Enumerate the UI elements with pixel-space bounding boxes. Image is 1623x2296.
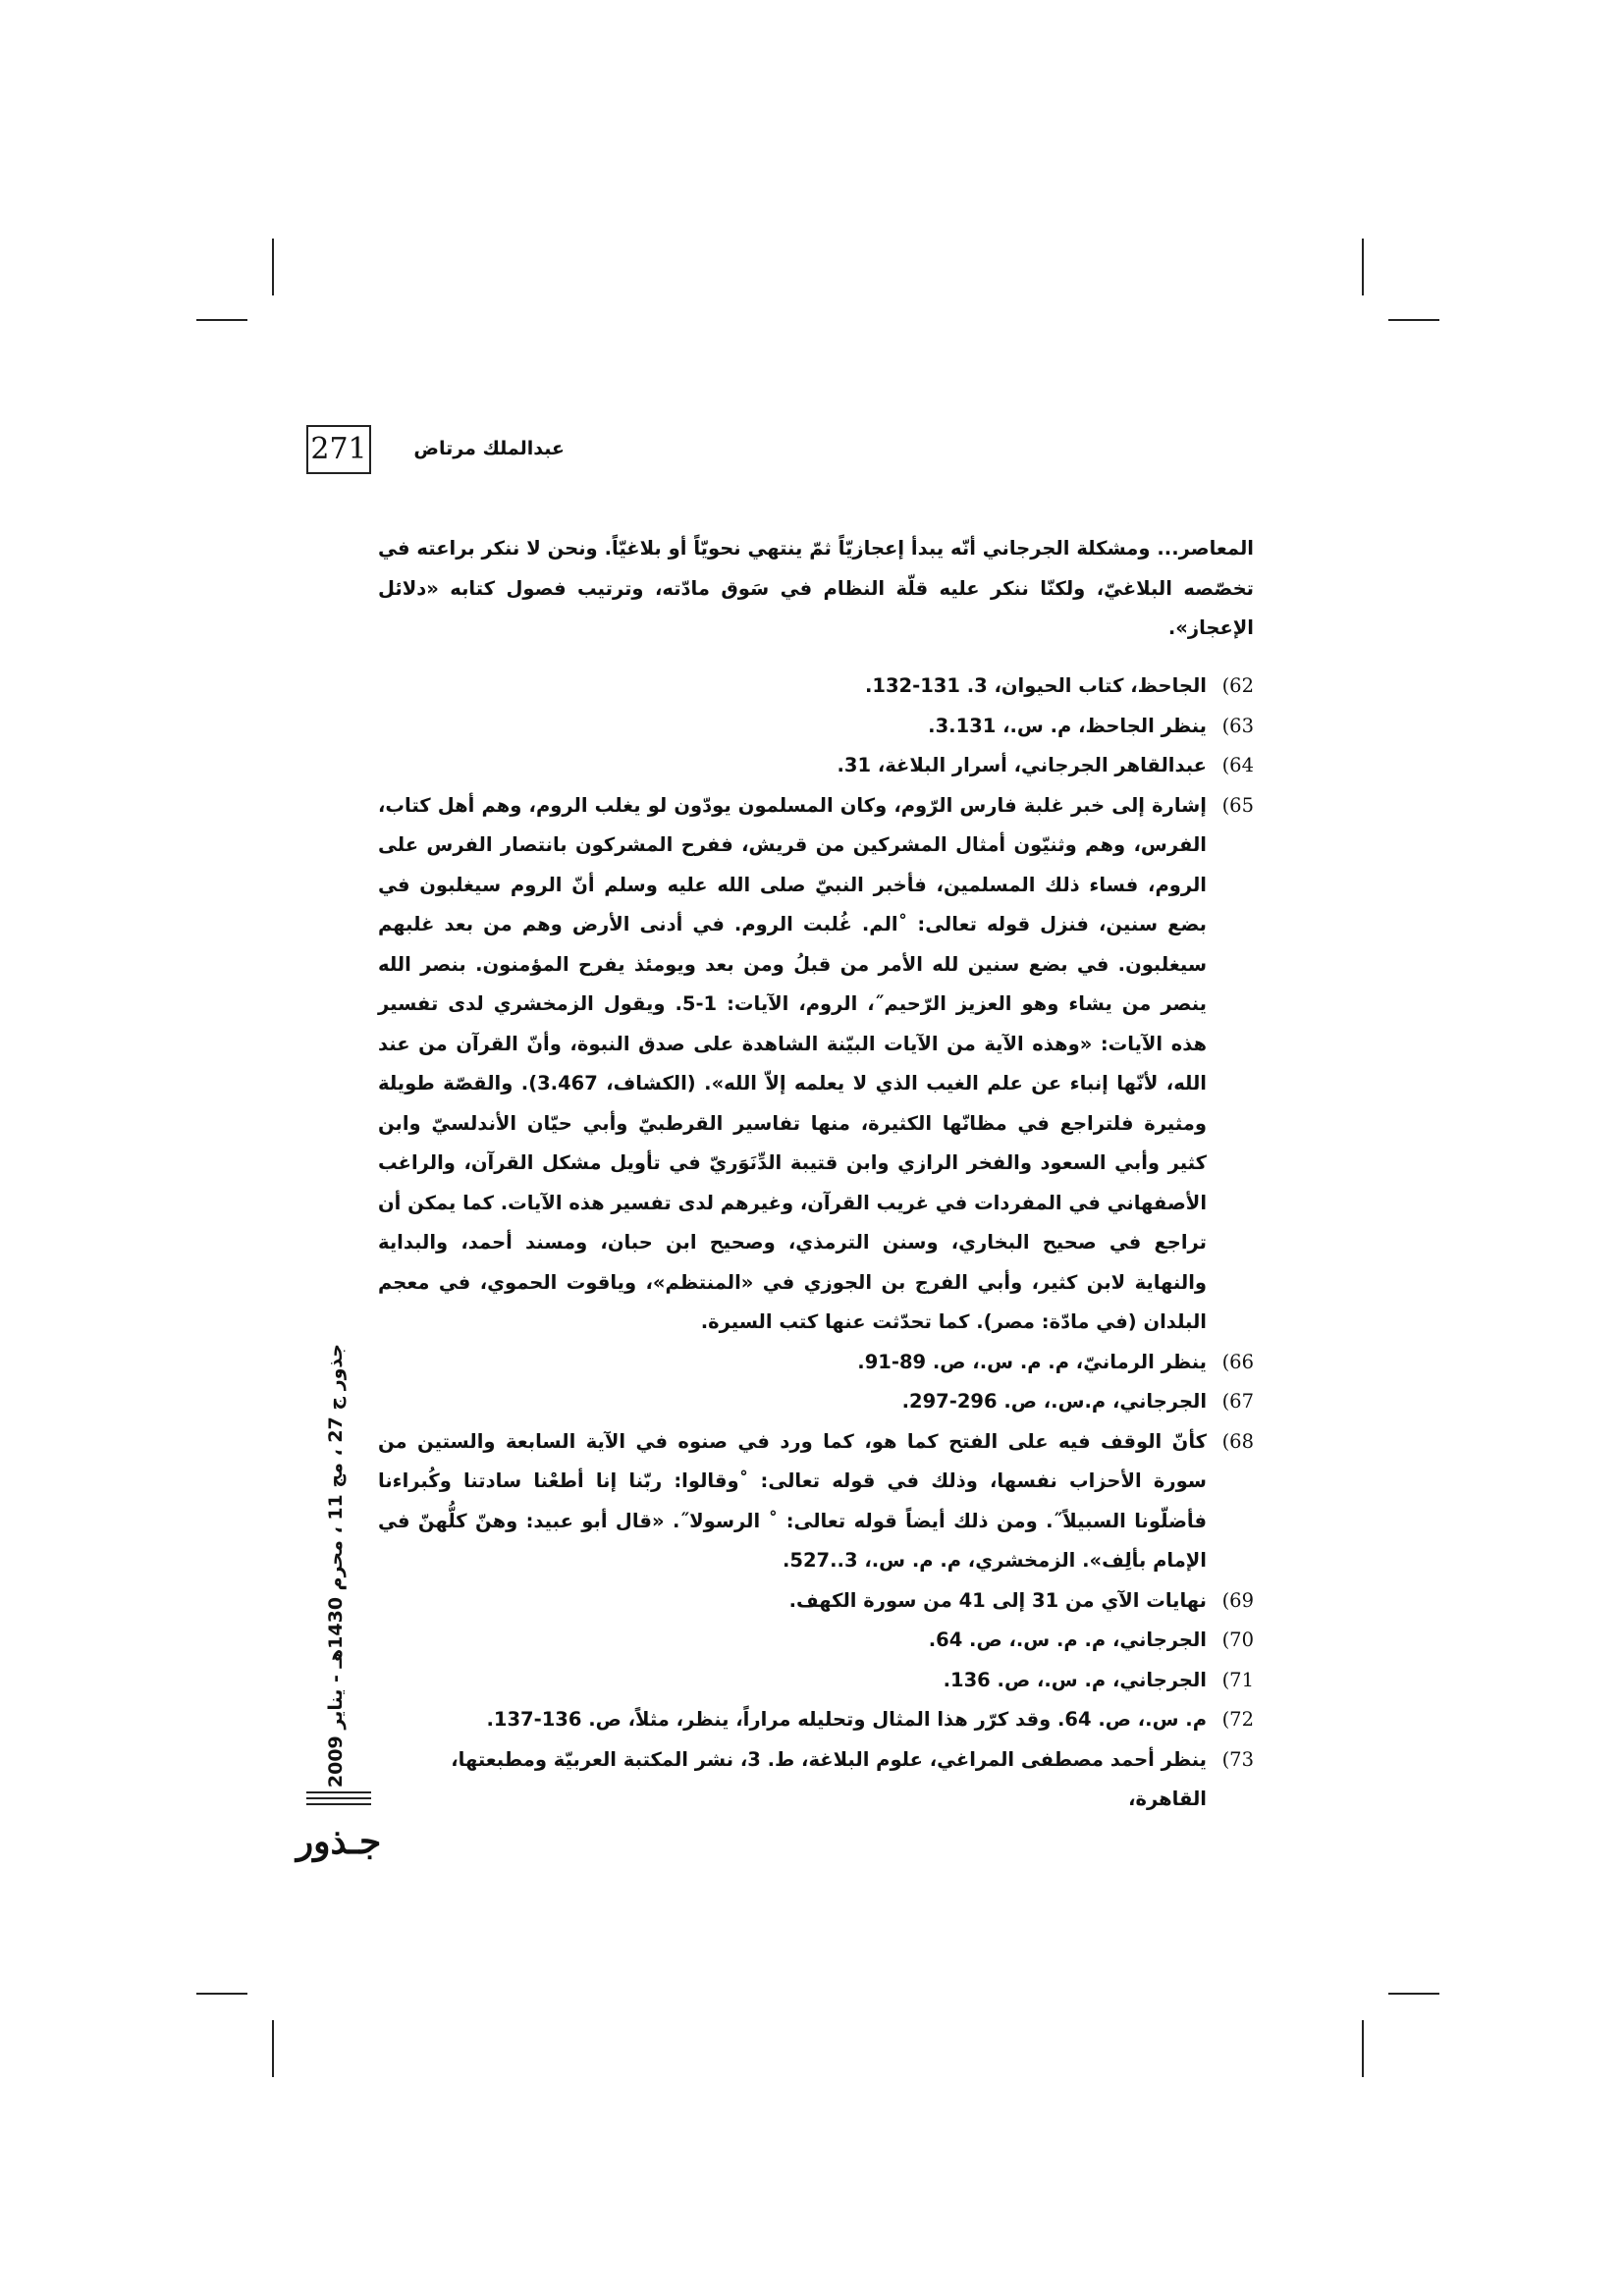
journal-issue-sidebar [314,1343,357,1789]
crop-mark [1362,239,1364,295]
footnote-72 [378,1700,1254,1740]
running-header-author: عبدالملك مرتاض [413,438,565,459]
footnote-66 [378,1343,1254,1383]
footnote-text: كأنّ الوقف فيه على الفتح كما هو، كما ورد في صنوه في الآية السابعة والستين من سورة الأحزاب نفسها، وذلك في قوله تعالى: ˚وقالوا: ربّنا إنا أطعْنا سادتنا وكُبراءنا فأضلّونا السبيلاً˝. ومن ذلك أيضاً قوله تعالى: ˚ الرسولا˝. «قال أبو عبيد: وهنّ كلُّهنّ في الإمام بألِف». الزمخشري، م. م. س.، 3..527. [378,1429,1207,1572]
crop-mark [272,2020,274,2077]
divider-rules [306,1791,371,1805]
footnote-62 [378,667,1254,707]
footnotes-list [378,667,1254,1820]
footnote-number: 67) [1221,1390,1254,1413]
journal-issue-text: جذور ج 27 ، مج 11 ، محرم 1430هـ - يناير 2009 [325,1343,347,1789]
footnote-text: الجرجاني، م. س.، ص. 136. [943,1668,1207,1691]
footnote-number: 70) [1221,1629,1254,1651]
footnote-text: م. س.، ص. 64. وقد كرّر هذا المثال وتحليله مراراً، ينظر، مثلاً، ص. 136-137. [486,1708,1207,1731]
footnote-number: 63) [1221,714,1254,737]
footnote-text: إشارة إلى خبر غلبة فارس الرّوم، وكان المسلمون يودّون لو يغلب الروم، وهم أهل كتاب، الفرس، وهم وثنيّون أمثال المشركين من قريش، ففرح المشركون بانتصار الفرس على الروم، فساء ذلك المسلمين، فأخبر النبيّ صلى الله عليه وسلم أنّ الروم سيغلبون في بضع سنين، فنزل قوله تعالى: ˚الم. غُلبت الروم. في أدنى الأرض وهم من بعد غلبهم سيغلبون. في بضع سنين لله الأمر من قبلُ ومن بعد ويومئذ يفرح المؤمنون. بنصر الله ينصر من يشاء وهو العزيز الرّحيم˝، الروم، الآيات: 1-5. ويقول الزمخشري لدى تفسير هذه الآيات: «وهذه الآية من الآيات البيّنة الشاهدة على صدق النبوة، وأنّ القرآن من عند الله، لأنّها إنباء عن علم الغيب الذي لا يعلمه إلاّ الله». (الكشاف، 3.467). والقصّة طويلة ومثيرة فلتراجع في مظانّها الكثيرة، منها تفاسير القرطبيّ وأبي حيّان الأندلسيّ وابن كثير وأبي السعود والفخر الرازي وابن قتيبة الدِّنَوَريّ في تأويل مشكل القرآن، والراغب الأصفهاني في المفردات في غريب القرآن، وغيرهم لدى تفسير هذه الآيات. كما يمكن أن تراجع في صحيح البخاري، وسنن الترمذي، وصحيح ابن حبان، ومسند أحمد، والبداية والنهاية لابن كثير، وأبي الفرج بن الجوزي في «المنتظم»، وياقوت الحموي، في معجم البلدان (في مادّة: مصر). كما تحدّثت عنها كتب السيرة. [377,793,1207,1333]
footnote-number: 73) [1221,1747,1254,1771]
footnote-number: 68) [1221,1429,1254,1453]
footnote-text: ينظر الجاحظ، م. س.، 3.131. [928,714,1207,737]
footnote-69 [378,1581,1254,1622]
crop-mark [272,239,274,295]
footnote-70 [378,1621,1254,1661]
journal-logo: جـذور [296,1821,382,1862]
crop-mark [1388,1993,1439,1995]
crop-mark [1388,319,1439,321]
footnote-text: ينظر أحمد مصطفى المراغي، علوم البلاغة، ط. 3، نشر المكتبة العربيّة ومطبعتها، القاهرة، [451,1747,1207,1810]
page-number: 271 [306,425,371,474]
crop-mark [1362,2020,1364,2077]
footnote-text: الجاحظ، كتاب الحيوان، 3. 131-132. [864,674,1207,697]
footnote-text: نهايات الآي من 31 إلى 41 من سورة الكهف. [788,1588,1207,1612]
crop-mark [196,319,247,321]
footnote-text: الجرجاني، م.س.، ص. 296-297. [901,1390,1207,1413]
footnote-64 [378,746,1254,786]
footnote-number: 64) [1221,754,1254,776]
footnote-63 [378,707,1254,747]
footnote-68 [378,1422,1254,1581]
footnote-number: 72) [1221,1708,1254,1731]
footnote-number: 71) [1221,1668,1254,1691]
footnote-number: 69) [1221,1588,1254,1612]
footnote-number: 66) [1221,1350,1254,1373]
footnote-number: 65) [1221,793,1254,817]
footnote-67 [378,1382,1254,1422]
footnote-65 [378,786,1254,1343]
footnote-number: 62) [1221,674,1254,697]
footnote-73 [378,1740,1254,1820]
footnote-text: عبدالقاهر الجرجاني، أسرار البلاغة، 31. [837,754,1207,776]
footnote-text: ينظر الرمانيّ، م. م. س.، ص. 89-91. [857,1350,1207,1373]
footnote-text: الجرجاني، م. م. س.، ص. 64. [928,1629,1207,1651]
crop-mark [196,1993,247,1995]
footnote-71 [378,1661,1254,1701]
intro-paragraph: المعاصر... ومشكلة الجرجاني أنّه يبدأ إعجازيّاً ثمّ ينتهي نحويّاً أو بلاغيّاً. ونحن لا ننكر براعته في تخصّصه البلاغيّ، ولكنّا ننكر عليه قلّة النظام في سَوق مادّته، وترتيب فصول كتابه «دلائل الإعجاز». [378,537,1254,639]
